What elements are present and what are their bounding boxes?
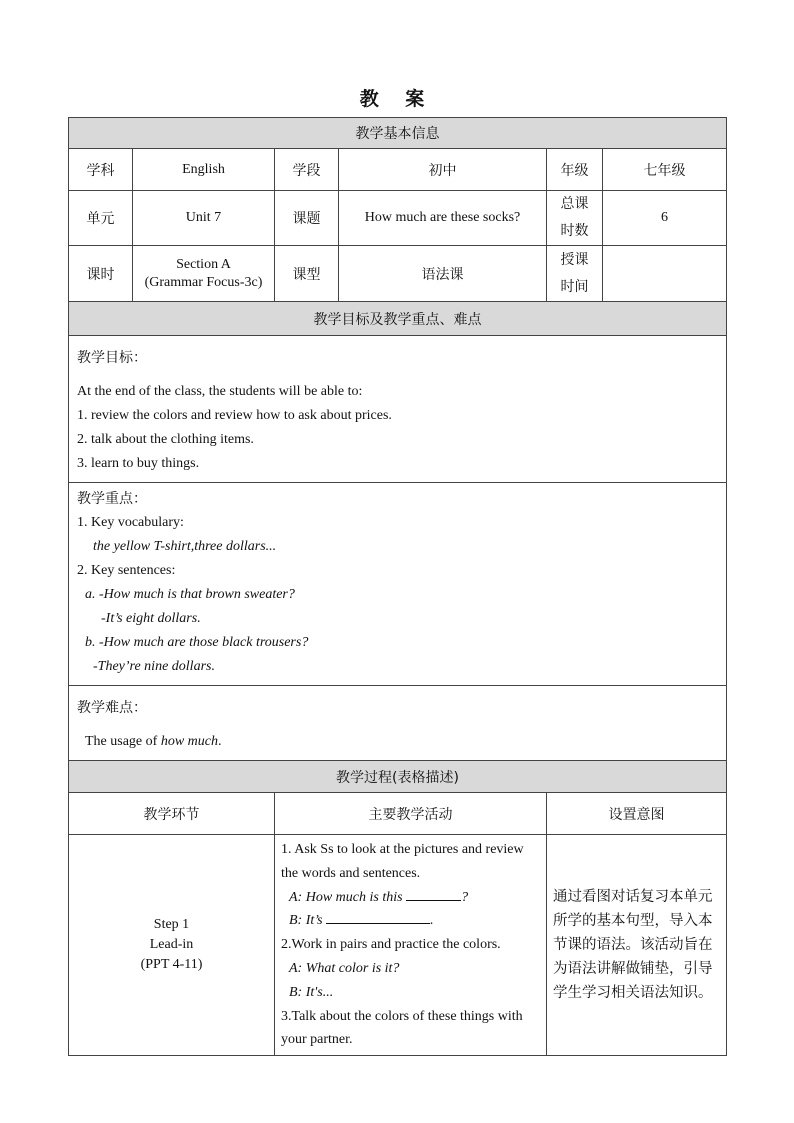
teaching-time-label-line1: 授课 (560, 251, 589, 268)
activity-1-dialog-a-text: A: How much is this (289, 889, 407, 905)
objectives-intro: At the end of the class, the students will be able to: (77, 384, 363, 399)
objective-item-2: 2. talk about the clothing items. (77, 432, 254, 447)
teaching-time-value (603, 246, 727, 302)
key-sentence-b-question: b. -How much are those black trousers? (85, 635, 309, 650)
process-col-purpose: 设置意图 (547, 793, 727, 835)
process-step-cell (69, 835, 275, 1056)
key-sentence-a-answer: -It’s eight dollars. (101, 611, 201, 626)
step-name: Lead-in (149, 937, 194, 953)
key-vocab-label: 1. Key vocabulary: (77, 515, 184, 530)
section-process: 教学过程(表格描述) (69, 761, 727, 793)
total-hours-label (547, 191, 603, 246)
subject-value: English (133, 149, 275, 191)
teaching-time-label-line2: 时间 (560, 278, 589, 295)
key-sentence-b-answer: -They’re nine dollars. (93, 659, 215, 674)
key-vocab: the yellow T-shirt,three dollars... (93, 539, 277, 554)
process-purpose-cell: 通过看图对话复习本单元所学的基本句型，导入本节课的语法。该活动旨在为语法讲解做铺垫，引导学生学习相关语法知识。 (547, 835, 727, 1056)
difficulty-label: 教学难点： (77, 700, 147, 716)
activity-2: 2.Work in pairs and practice the colors. (281, 937, 501, 953)
difficulty-suffix: . (217, 734, 222, 749)
grade-value: 七年级 (603, 149, 727, 191)
type-label: 课型 (275, 246, 339, 302)
type-value: 语法课 (339, 246, 547, 302)
activity-1-dialog-b-text: B: It’s (289, 913, 327, 929)
total-hours-value: 6 (603, 191, 727, 246)
difficulty-prefix: The usage of (85, 734, 161, 749)
topic-value: How much are these socks? (339, 191, 547, 246)
lesson-label: 课时 (69, 246, 133, 302)
activity-3: 3.Talk about the colors of these things with your partner. (281, 1008, 523, 1048)
section-objectives: 教学目标及教学重点、难点 (69, 302, 727, 336)
teaching-time-label (547, 246, 603, 302)
lesson-value-line1: Section A (176, 256, 231, 272)
blank-line (406, 888, 461, 901)
topic-label: 课题 (275, 191, 339, 246)
activity-1-dialog-a (281, 886, 540, 910)
process-col-step: 教学环节 (69, 793, 275, 835)
objective-item-3: 3. learn to buy things. (77, 456, 200, 471)
activity-1-dialog-b (281, 909, 540, 933)
unit-value: Unit 7 (133, 191, 275, 246)
step-ppt: (PPT 4-11) (140, 957, 203, 973)
total-hours-label-line2: 时数 (560, 223, 589, 239)
key-points-cell (69, 483, 727, 686)
key-points-label: 教学重点： (77, 491, 147, 507)
key-sentence-a-question: a. -How much is that brown sweater? (85, 587, 295, 602)
unit-label: 单元 (69, 191, 133, 246)
activity-2-dialog-b: B: It's... (289, 984, 334, 1000)
stage-value: 初中 (339, 149, 547, 191)
lesson-plan-table (68, 117, 727, 1056)
key-sentences-label: 2. Key sentences: (77, 563, 176, 578)
activity-1: 1. Ask Ss to look at the pictures and review the words and sentences. (281, 842, 524, 881)
blank-line (326, 911, 430, 924)
process-col-activity: 主要教学活动 (275, 793, 547, 835)
activity-1-dialog-b-end: . (430, 913, 434, 929)
difficulty-text (77, 730, 718, 754)
activity-2-dialog-a: A: What color is it? (289, 960, 400, 976)
subject-label: 学科 (69, 149, 133, 191)
total-hours-label-line1: 总课 (560, 196, 589, 212)
objectives-label: 教学目标： (77, 350, 147, 366)
process-activity-cell (275, 835, 547, 1056)
difficulty-term: how much (160, 734, 218, 749)
section-basic-info: 教学基本信息 (69, 118, 727, 149)
difficulty-cell (69, 686, 727, 761)
grade-label: 年级 (547, 149, 603, 191)
objective-item-1: 1. review the colors and review how to ask about prices. (77, 408, 392, 423)
lesson-value-line2: (Grammar Focus-3c) (144, 274, 263, 290)
step-number: Step 1 (153, 917, 190, 933)
lesson-value (133, 246, 275, 302)
stage-label: 学段 (275, 149, 339, 191)
objectives-cell (69, 336, 727, 483)
document-title: 教 案 (359, 88, 435, 110)
activity-1-dialog-a-end: ? (461, 889, 469, 905)
